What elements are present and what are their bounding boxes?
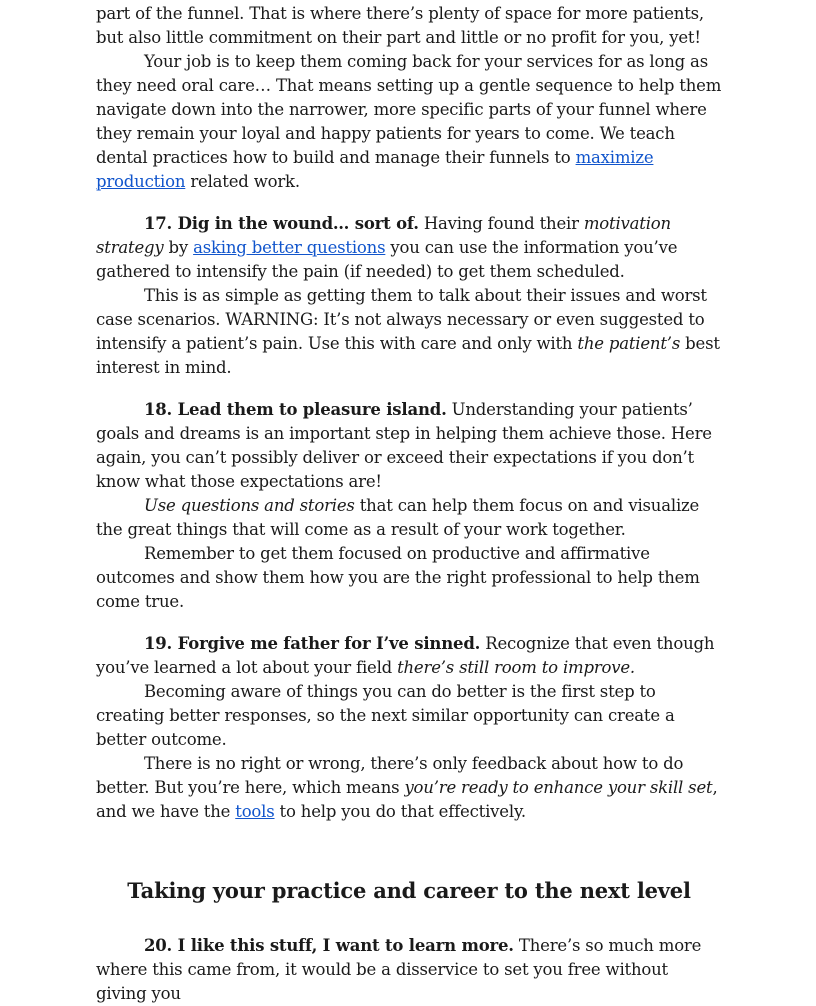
section-20-heading: 20. I like this stuff, I want to learn more. bbox=[144, 936, 514, 955]
section-20-paragraph-1: 20. I like this stuff, I want to learn more. There’s so much more where this came from, it would be a disservice to set you free without giving you bbox=[96, 936, 702, 1003]
asking-better-questions-link[interactable]: asking better questions bbox=[193, 238, 386, 257]
section-17-paragraph-2: This is as simple as getting them to talk about their issues and worst case scenarios. WARNING: It’s not always necessary or even suggested to intensify a patient’s pain. Use this with care and only with the patient’s best interest in mind. bbox=[96, 286, 720, 377]
document-body bbox=[96, 2, 722, 1006]
section-19-paragraph-2: Becoming aware of things you can do better is the first step to creating better responses, so the next similar opportunity can create a better outcome. bbox=[96, 682, 675, 749]
maximize-production-link[interactable]: maximize production bbox=[96, 148, 654, 191]
section-19-heading: 19. Forgive me father for I’ve sinned. bbox=[144, 634, 481, 653]
intro-paragraph-1: part of the funnel. That is where there’s plenty of space for more patients, but also little commitment on their part and little or no profit for you, yet! bbox=[96, 4, 704, 47]
intro-paragraph-2: Your job is to keep them coming back for your services for as long as they need oral care… That means setting up a gentle sequence to help them navigate down into the narrower, more specific parts of your funnel where they remain your loyal and happy patients for years to come. We teach dental practices how to build and manage their funnels to maximize production related work. bbox=[96, 52, 722, 191]
section-19-paragraph-3: There is no right or wrong, there’s only feedback about how to do better. But you’re here, which means you’re ready to enhance your skill set, and we have the tools to help you do that effectively. bbox=[96, 754, 718, 821]
section-17-heading: 17. Dig in the wound… sort of. bbox=[144, 214, 419, 233]
section-18-paragraph-1: 18. Lead them to pleasure island. Understanding your patients’ goals and dreams is an important step in helping them achieve those. Here again, you can’t possibly deliver or exceed their expectations if you don’t know what those expectations are! bbox=[96, 400, 712, 491]
section-title: Taking your practice and career to the next level bbox=[127, 878, 691, 903]
section-19-paragraph-1: 19. Forgive me father for I’ve sinned. Recognize that even though you’ve learned a lot about your field there’s still room to improve. bbox=[96, 634, 715, 677]
tools-link[interactable]: tools bbox=[235, 802, 275, 821]
section-17-paragraph-1: 17. Dig in the wound… sort of. Having found their motivation strategy by asking better questions you can use the information you’ve gathered to intensify the pain (if needed) to get them scheduled. bbox=[96, 214, 678, 281]
section-18-paragraph-2: Use questions and stories that can help them focus on and visualize the great things that will come as a result of your work together. bbox=[96, 496, 700, 539]
section-18-heading: 18. Lead them to pleasure island. bbox=[144, 400, 447, 419]
section-18-paragraph-3: Remember to get them focused on productive and affirmative outcomes and show them how you are the right professional to help them come true. bbox=[96, 544, 700, 611]
